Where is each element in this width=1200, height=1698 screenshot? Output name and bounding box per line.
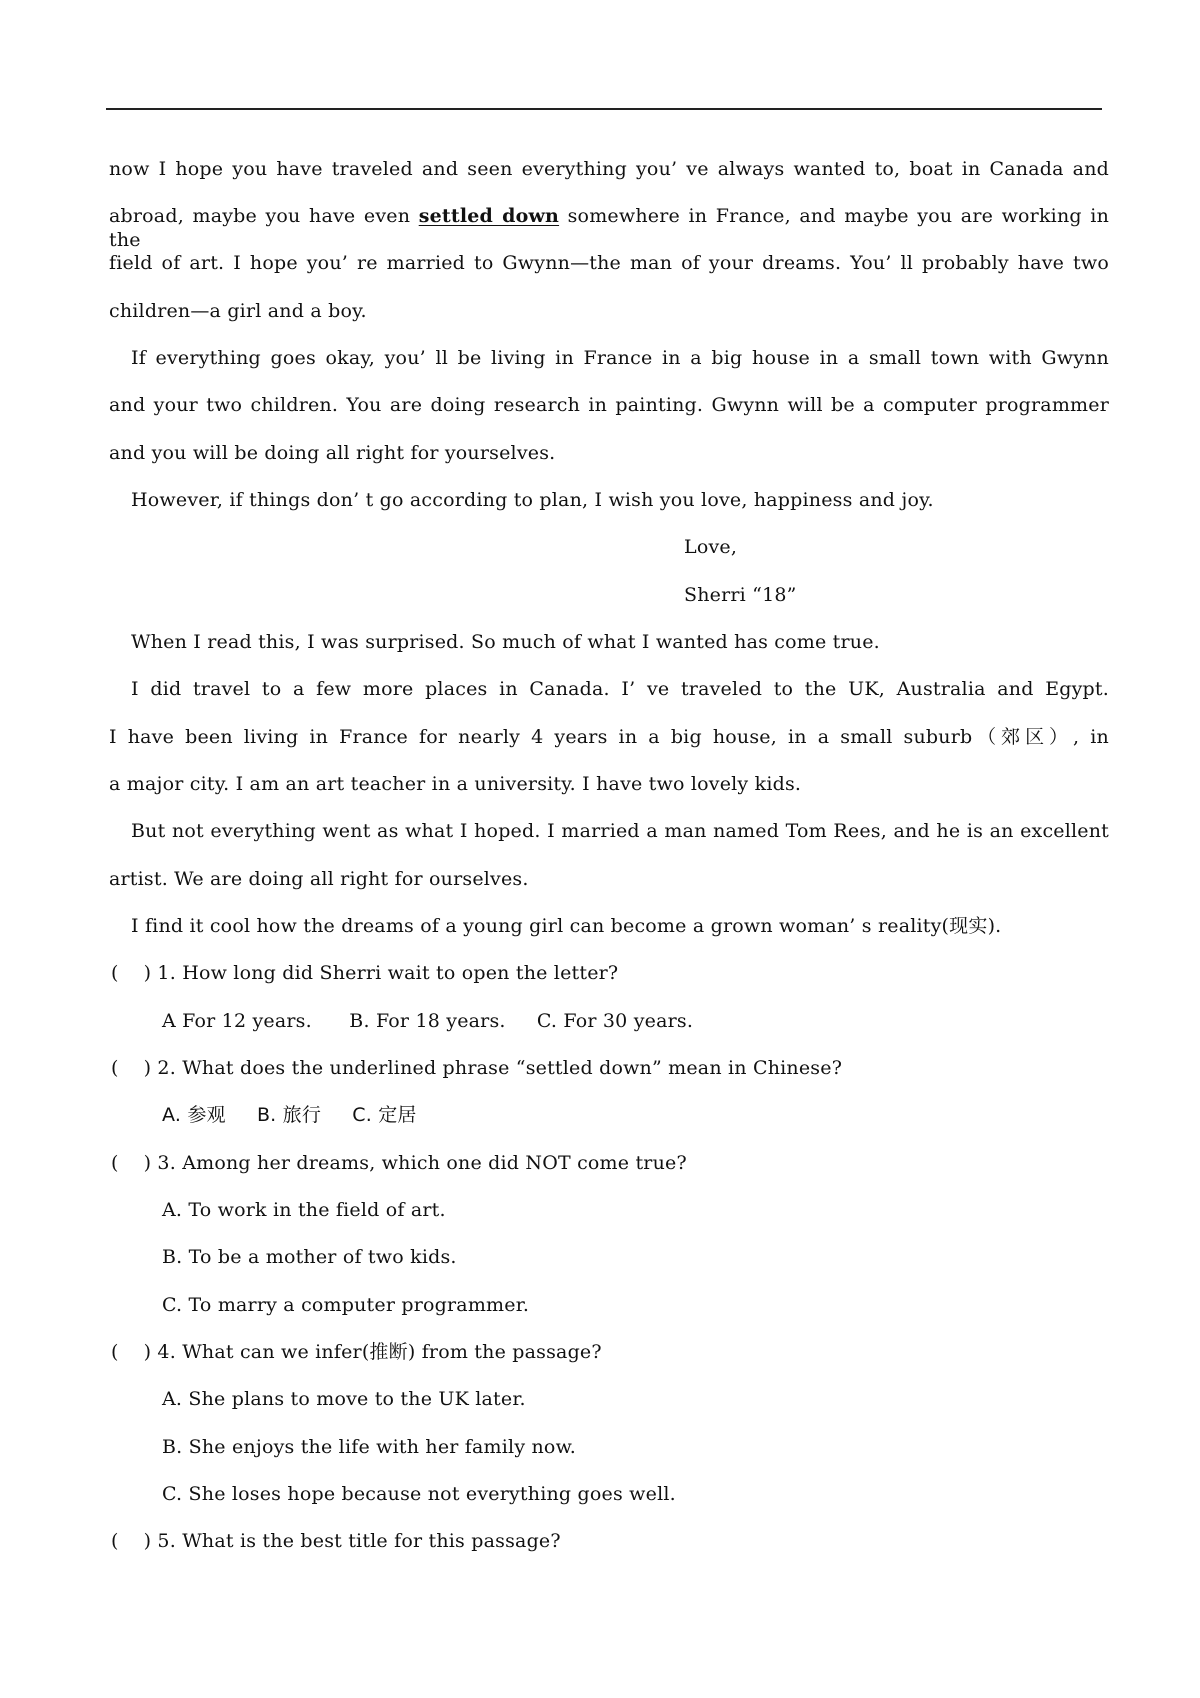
question-options: A. 参观 B. 旅行 C. 定居 xyxy=(162,1104,417,1126)
question-stem: ( ) 4. What can we infer(推断) from the passage? xyxy=(111,1341,602,1363)
question-option: A. To work in the field of art. xyxy=(162,1199,446,1221)
passage-line: However, if things don’ t go according to plan, I wish you love, happiness and joy. xyxy=(131,489,934,511)
passage-line: field of art. I hope you’ re married to Gwynn—the man of your dreams. You’ ll probably have two xyxy=(109,252,1109,274)
question-options: A For 12 years. B. For 18 years. C. For 30 years. xyxy=(162,1010,694,1032)
passage-line: I have been living in France for nearly 4 years in a big house, in a small suburb（郊区）, in xyxy=(109,726,1109,748)
passage-line: When I read this, I was surprised. So much of what I wanted has come true. xyxy=(131,631,880,653)
passage-line: But not everything went as what I hoped. I married a man named Tom Rees, and he is an excellent xyxy=(131,820,1109,842)
question-option: C. She loses hope because not everything goes well. xyxy=(162,1483,676,1505)
passage-line: children—a girl and a boy. xyxy=(109,300,367,322)
question-stem: ( ) 3. Among her dreams, which one did NOT come true? xyxy=(111,1152,687,1174)
passage-line: a major city. I am an art teacher in a university. I have two lovely kids. xyxy=(109,773,802,795)
passage-line: and you will be doing all right for yourselves. xyxy=(109,442,556,464)
passage-line: artist. We are doing all right for ourselves. xyxy=(109,868,529,890)
text-segment: abroad, maybe you have even xyxy=(109,205,419,227)
question-option: C. To marry a computer programmer. xyxy=(162,1294,530,1316)
letter-closing: Love, xyxy=(684,536,738,558)
passage-line: and your two children. You are doing research in painting. Gwynn will be a computer programmer xyxy=(109,394,1109,416)
question-option: A. She plans to move to the UK later. xyxy=(162,1388,526,1410)
question-stem: ( ) 1. How long did Sherri wait to open the letter? xyxy=(111,962,619,984)
passage-line: I did travel to a few more places in Canada. I’ ve traveled to the UK, Australia and Egypt. xyxy=(131,678,1109,700)
passage-line xyxy=(109,204,1109,252)
passage-line: If everything goes okay, you’ ll be living in France in a big house in a small town with Gwynn xyxy=(131,347,1109,369)
passage-line: now I hope you have traveled and seen everything you’ ve always wanted to, boat in Canada and xyxy=(109,158,1109,180)
underlined-phrase: settled down xyxy=(418,205,560,227)
question-stem: ( ) 5. What is the best title for this passage? xyxy=(111,1530,561,1552)
passage-line: I find it cool how the dreams of a young girl can become a grown woman’ s reality(现实). xyxy=(131,915,1002,937)
question-option: B. She enjoys the life with her family now. xyxy=(162,1436,577,1458)
text-segment: somewhere in France, and maybe you are working in the xyxy=(109,205,1110,251)
question-option: B. To be a mother of two kids. xyxy=(162,1246,457,1268)
header-rule xyxy=(106,108,1102,110)
question-stem: ( ) 2. What does the underlined phrase “settled down” mean in Chinese? xyxy=(111,1057,843,1079)
letter-signature: Sherri “18” xyxy=(684,584,797,606)
